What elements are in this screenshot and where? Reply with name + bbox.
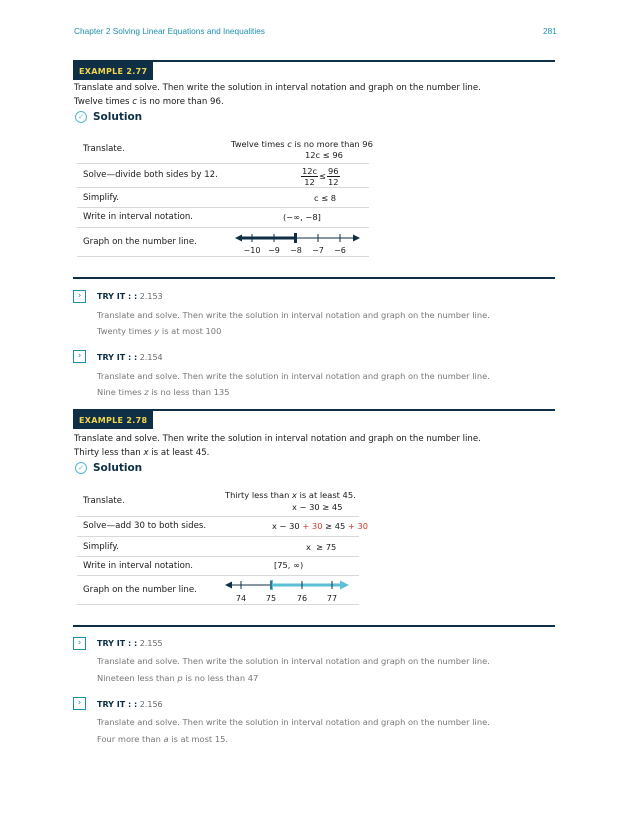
try-it-problem: Nineteen less than p is no less than 47 xyxy=(97,673,259,683)
step-math: x − 30 ≥ 45 xyxy=(292,502,343,512)
chevron-right-icon[interactable]: › xyxy=(73,350,86,363)
row-divider xyxy=(77,207,369,208)
solution-heading: ✓ Solution xyxy=(75,462,142,474)
left-arrow xyxy=(225,582,232,589)
step-math: x − 30 + 30 ≥ 45 + 30 xyxy=(272,521,369,531)
try-it-problem: Twenty times y is at most 100 xyxy=(97,326,222,336)
step-label: Translate. xyxy=(83,496,125,506)
tick-label: −10 xyxy=(243,246,261,255)
solution-heading: ✓ Solution xyxy=(75,111,142,123)
step-math: 12c ≤ 96 xyxy=(305,150,343,160)
check-circle-icon: ✓ xyxy=(75,462,87,474)
row-divider xyxy=(77,187,369,188)
example-instruction: Translate and solve. Then write the solution in interval notation and graph on the number line. xyxy=(74,434,481,444)
tick-label: 77 xyxy=(326,594,338,603)
step-label: Solve—add 30 to both sides. xyxy=(83,521,207,531)
step-label: Translate. xyxy=(83,144,125,154)
step-label: Solve—divide both sides by 12. xyxy=(83,170,218,180)
try-it-label: TRY IT : : 2.153 xyxy=(97,292,163,301)
row-divider xyxy=(77,575,359,576)
try-it-label: TRY IT : : 2.155 xyxy=(97,639,163,648)
try-it-label: TRY IT : : 2.156 xyxy=(97,700,163,709)
step-label: Graph on the number line. xyxy=(83,237,197,247)
running-header: Chapter 2 Solving Linear Equations and Inequalities xyxy=(74,26,265,36)
right-arrow xyxy=(340,581,349,590)
right-arrow xyxy=(353,235,360,242)
tick-label: 75 xyxy=(265,594,277,603)
tick-label: −6 xyxy=(334,246,346,255)
relation: ≤ xyxy=(319,171,326,181)
page-number: 281 xyxy=(543,26,557,36)
row-divider xyxy=(77,163,369,164)
step-label: Simplify. xyxy=(83,542,119,552)
step-label: Simplify. xyxy=(83,193,119,203)
row-divider xyxy=(77,604,359,605)
try-it-instruction: Translate and solve. Then write the solution in interval notation and graph on the number line. xyxy=(97,310,490,320)
row-divider xyxy=(77,536,359,537)
example-bottom-rule xyxy=(73,625,555,627)
tick-label: −7 xyxy=(312,246,324,255)
example-tag: EXAMPLE 2.78 xyxy=(73,411,153,429)
tick-label: −9 xyxy=(268,246,280,255)
example-problem: Thirty less than x is at least 45. xyxy=(74,448,210,458)
example-instruction: Translate and solve. Then write the solution in interval notation and graph on the number line. xyxy=(74,83,481,93)
step-phrase: Twelve times c is no more than 96 xyxy=(231,139,373,149)
step-math: c ≤ 8 xyxy=(314,193,337,203)
try-it-problem: Four more than a is at most 15. xyxy=(97,734,229,744)
step-math: (−∞, −8] xyxy=(283,212,321,222)
chevron-right-icon[interactable]: › xyxy=(73,290,86,303)
step-math: x ≥ 75 xyxy=(306,542,337,552)
step-label: Graph on the number line. xyxy=(83,585,197,595)
row-divider xyxy=(77,556,359,557)
example-bottom-rule xyxy=(73,277,555,279)
tick-label: 76 xyxy=(296,594,308,603)
tick-label: 74 xyxy=(235,594,247,603)
chevron-right-icon[interactable]: › xyxy=(73,697,86,710)
try-it-instruction: Translate and solve. Then write the solution in interval notation and graph on the number line. xyxy=(97,717,490,727)
step-label: Write in interval notation. xyxy=(83,561,194,571)
number-line-graph xyxy=(230,229,365,257)
number-line-graph xyxy=(222,577,357,605)
chevron-right-icon[interactable]: › xyxy=(73,637,86,650)
row-divider xyxy=(77,516,359,517)
try-it-problem: Nine times z is no less than 135 xyxy=(97,387,230,397)
fraction-right: 96 12 xyxy=(328,166,339,187)
step-phrase: Thirty less than x is at least 45. xyxy=(225,490,356,500)
step-label: Write in interval notation. xyxy=(83,212,194,222)
try-it-instruction: Translate and solve. Then write the solution in interval notation and graph on the number line. xyxy=(97,371,490,381)
check-circle-icon: ✓ xyxy=(75,111,87,123)
try-it-instruction: Translate and solve. Then write the solution in interval notation and graph on the number line. xyxy=(97,656,490,666)
example-problem: Twelve times c is no more than 96. xyxy=(74,97,224,107)
tick-label: −8 xyxy=(290,246,302,255)
example-tag: EXAMPLE 2.77 xyxy=(73,62,153,80)
row-divider xyxy=(77,227,369,228)
try-it-label: TRY IT : : 2.154 xyxy=(97,353,163,362)
fraction-left: 12c 12 xyxy=(302,166,318,187)
step-math: [75, ∞) xyxy=(274,560,304,570)
row-divider xyxy=(77,256,369,257)
